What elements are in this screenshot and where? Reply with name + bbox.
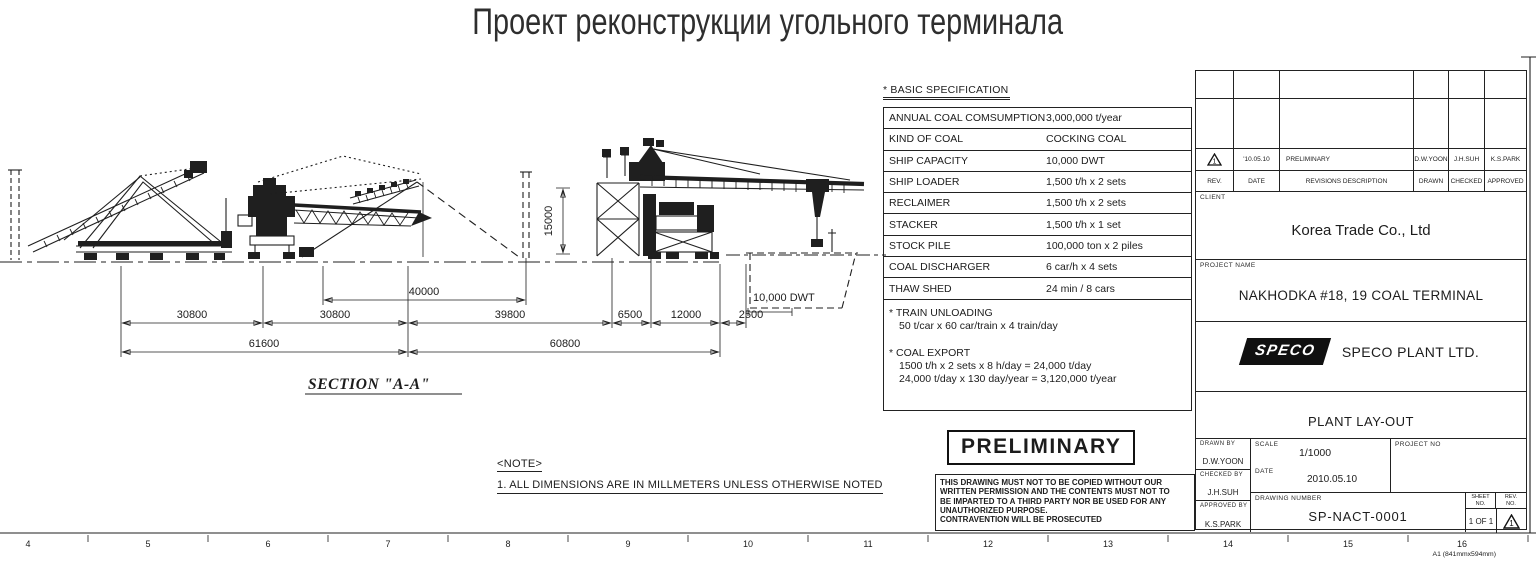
scale-cell: SCALE 1/1000 xyxy=(1255,441,1332,459)
ruler-label: 7 xyxy=(385,539,391,549)
left-poles xyxy=(8,170,22,260)
drawn-by-value: D.W.YOON xyxy=(1202,457,1244,466)
mid-pole xyxy=(520,172,532,258)
client-label: CLIENT xyxy=(1200,194,1226,201)
drawing-title-cell xyxy=(1196,391,1526,438)
spec-row: STOCK PILE 100,000 ton x 2 piles xyxy=(884,236,1191,257)
revision-description: PRELIMINARY xyxy=(1280,149,1414,170)
checked-by-value: J.H.SUH xyxy=(1207,488,1239,497)
revision-triangle-icon xyxy=(1207,153,1222,166)
dim-30800-b: 30800 xyxy=(319,309,351,321)
spec-box xyxy=(883,107,1192,411)
scale-value: 1/1000 xyxy=(1299,447,1332,459)
spec-row: COAL DISCHARGER 6 car/h x 4 sets xyxy=(884,257,1191,278)
bottom-ruler xyxy=(0,533,1536,558)
revision-drawn: D.W.YOON xyxy=(1414,149,1449,170)
svg-text:1: 1 xyxy=(1509,518,1514,528)
spec-notes-area xyxy=(884,300,1191,410)
dim-60800: 60800 xyxy=(549,338,581,350)
dim-15000: 15000 xyxy=(543,205,555,237)
note-heading: <NOTE> xyxy=(497,458,543,470)
ruler-label: 9 xyxy=(625,539,631,549)
project-label: PROJECT NAME xyxy=(1200,262,1256,269)
spec-row: SHIP LOADER 1,500 t/h x 2 sets xyxy=(884,172,1191,193)
project-cell xyxy=(1196,259,1526,321)
copyright-notice: THIS DRAWING MUST NOT TO BE COPIED WITHOUT OUR WRITTEN PERMISSION AND THE CONTENTS MUST NOT TO BE IMPARTED TO A THIRD PARTY NOR BE USED FOR ANY UNAUTHORIZED PURPOSE. CONTRAVENTION WILL BE PROSECUTED xyxy=(935,474,1195,531)
ruler-label: 6 xyxy=(265,539,271,549)
spec-row: RECLAIMER 1,500 t/h x 2 sets xyxy=(884,193,1191,214)
revision-empty-row xyxy=(1196,99,1526,149)
ruler-label: 4 xyxy=(25,539,31,549)
ruler-label: 8 xyxy=(505,539,511,549)
train-unloading-line: 50 t/car x 60 car/train x 4 train/day xyxy=(899,319,1058,332)
ship-outline xyxy=(746,229,858,316)
speco-logo: SPECO xyxy=(1239,338,1331,365)
reclaimer-machine xyxy=(238,156,432,259)
note-line: 1. ALL DIMENSIONS ARE IN MILLMETERS UNLESS OTHERWISE NOTED xyxy=(497,479,883,494)
ruler-label: 11 xyxy=(863,539,873,549)
company-name: SPECO PLANT LTD. xyxy=(1341,343,1480,360)
drawing-number-cell: DRAWING NUMBER SP-NACT-0001 xyxy=(1251,492,1466,532)
ship-dwt-label: 10,000 DWT xyxy=(753,292,815,304)
coal-export-line1: 1500 t/h x 2 sets x 8 h/day = 24,000 t/day xyxy=(899,359,1092,372)
page-title: Проект реконструкции угольного терминала xyxy=(472,1,1064,42)
rev-no-value xyxy=(1497,509,1526,533)
spec-row: THAW SHED 24 min / 8 cars xyxy=(884,278,1191,299)
dim-6500: 6500 xyxy=(617,309,643,321)
paper-size-note: A1 (841mmx594mm) xyxy=(1432,551,1496,558)
svg-text:SECTION "A-A": SECTION "A-A" xyxy=(308,376,430,393)
revision-table xyxy=(1196,71,1526,191)
stacker-machine xyxy=(28,161,232,260)
title-block xyxy=(1195,70,1527,530)
basic-specification-table xyxy=(883,84,1192,411)
drawing-title: PLANT LAY-OUT xyxy=(1308,414,1414,429)
client-name: Korea Trade Co., Ltd xyxy=(1291,222,1431,239)
scale-date-column xyxy=(1251,439,1391,492)
signature-column xyxy=(1196,439,1251,532)
ground-line xyxy=(0,255,886,262)
project-no-cell: PROJECT NO xyxy=(1395,441,1441,448)
train-unloading-heading: * TRAIN UNLOADING xyxy=(889,306,993,319)
drawing-number-value: SP-NACT-0001 xyxy=(1308,509,1408,524)
dim-40000: 40000 xyxy=(408,286,440,298)
sheet-rev-cell xyxy=(1466,492,1526,532)
drawn-by-cell: DRAWN BY D.W.YOON xyxy=(1196,439,1250,470)
client-cell xyxy=(1196,191,1526,259)
revision-approved: K.S.PARK xyxy=(1490,156,1521,163)
spec-row: KIND OF COAL COCKING COAL xyxy=(884,129,1191,150)
dim-30800-a: 30800 xyxy=(176,309,208,321)
date-cell: DATE 2010.05.10 xyxy=(1255,467,1358,485)
company-cell xyxy=(1196,321,1526,391)
revision-checked: J.H.SUH xyxy=(1449,149,1485,170)
dim-12000: 12000 xyxy=(670,309,702,321)
revision-triangle xyxy=(1196,149,1234,170)
preliminary-stamp: PRELIMINARY xyxy=(947,430,1135,465)
rev-no-label: REV. NO. xyxy=(1504,494,1518,507)
ruler-label: 12 xyxy=(982,539,994,549)
spec-row: ANNUAL COAL COMSUMPTION 3,000,000 t/year xyxy=(884,108,1191,129)
revision-entry-row xyxy=(1196,149,1526,171)
ruler-label: 5 xyxy=(145,539,151,549)
approved-by-value: K.S.PARK xyxy=(1204,520,1242,529)
sheet-no-value: 1 OF 1 xyxy=(1466,509,1497,533)
date-value: 2010.05.10 xyxy=(1307,473,1358,485)
ship-loader-machine xyxy=(597,138,864,259)
section-label xyxy=(305,376,462,394)
dim-39800: 39800 xyxy=(494,309,526,321)
svg-text:1: 1 xyxy=(1212,158,1217,166)
rev-no-triangle-icon xyxy=(1503,514,1520,529)
ruler-label: 13 xyxy=(1102,539,1114,549)
dim-2500: 2500 xyxy=(738,309,764,321)
approval-block xyxy=(1196,438,1526,531)
project-name: NAKHODKA #18, 19 COAL TERMINAL xyxy=(1238,288,1484,303)
spec-heading: * BASIC SPECIFICATION xyxy=(883,84,1010,100)
coal-export-heading: * COAL EXPORT xyxy=(889,346,971,359)
ruler-label: 15 xyxy=(1342,539,1354,549)
revision-header-row: REV. DATE REVISIONS DESCRIPTION DRAWN CHECKED APPROVED xyxy=(1196,171,1526,191)
notes-block xyxy=(497,458,883,494)
ruler-label: 14 xyxy=(1222,539,1234,549)
sheet-no-label: SHEET NO. xyxy=(1466,493,1496,508)
approved-by-cell: APPROVED BY K.S.PARK xyxy=(1196,501,1250,532)
revision-date: '10.05.10 xyxy=(1234,149,1280,170)
ruler-label: 16 xyxy=(1456,539,1468,549)
checked-by-cell: CHECKED BY J.H.SUH xyxy=(1196,470,1250,501)
spec-row: STACKER 1,500 t/h x 1 set xyxy=(884,214,1191,235)
ruler-label: 10 xyxy=(742,539,754,549)
dim-61600: 61600 xyxy=(248,338,280,350)
spec-row: SHIP CAPACITY 10,000 DWT xyxy=(884,151,1191,172)
coal-export-line2: 24,000 t/day x 130 day/year = 3,120,000 t/year xyxy=(899,372,1117,385)
revision-empty-row xyxy=(1196,71,1526,99)
